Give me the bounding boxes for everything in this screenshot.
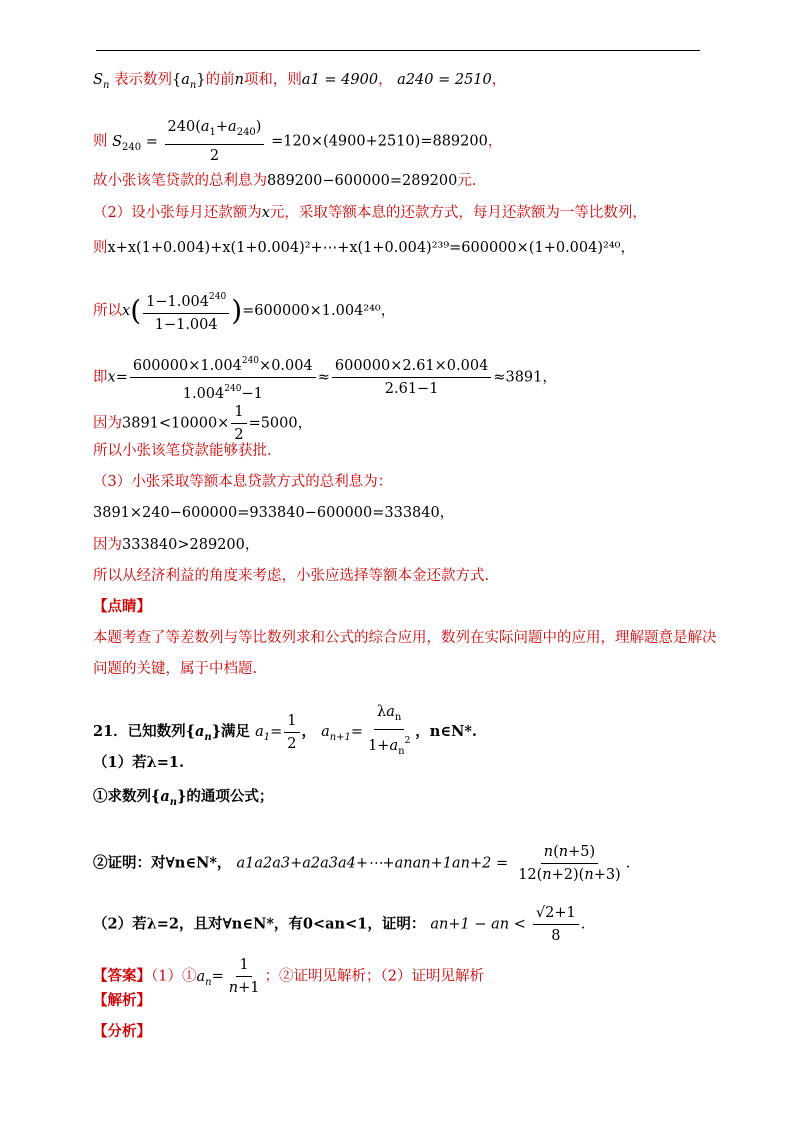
solution-line-10: （3）小张采取等额本息贷款方式的总利息为： (93, 474, 393, 490)
fenxi-tag: 【分析】 (93, 1023, 151, 1040)
solution-line-4: （2）设小张每月还款额为x元，采取等额本息的还款方式，每月还款额为一等比数列， (93, 205, 647, 221)
solution-line-11: 3891×240−600000=933840−600000=333840， (93, 505, 455, 521)
question-21: 21．已知数列$\{a_n\}$满足 $a_1=$ $\frac{1}{2}$ ， $a_{n+1}=$ $\frac{\lambda a_n}{1+a_n^2}$ ，n∈N*. (93, 704, 477, 757)
solution-line-7: 即x= $\frac{600000\times 1.004^{240}\times 0.004}{1.004^{240}-1}$ ≈ $\frac{600000\times 2.61\times 0.004}{2.61-1}$ ≈3891， (93, 352, 557, 403)
comment-title: 【点睛】 (93, 598, 151, 615)
comment-body-2: 问题的关键，属于中档题. (93, 661, 258, 677)
solution-line-3: 故小张该笔贷款的总利息为889200−600000=289200元. (93, 173, 477, 189)
solution-line-1: $S_n$ 表示数列$\{a_n\}$的前n项和，则a1 = 4900， a240 = 2510， (93, 72, 507, 91)
solution-line-5: 则x+x(1+0.004)+x(1+0.004)²+⋯+x(1+0.004)²³⁹=600000×(1+0.004)²⁴⁰， (93, 240, 635, 256)
solution-line-13: 所以从经济利益的角度来考虑，小张应选择等额本金还款方式. (93, 568, 490, 584)
fraction: $\frac{240(a_1+a_{240})}{2}$ (165, 118, 265, 165)
question-21-part2: （2）若λ=2，且对∀n∈N*，有0<an<1，证明： an+1 − an < $\frac{√2+1}{8}$ . (93, 905, 586, 944)
solution-line-12: 因为333840>289200， (93, 537, 260, 553)
question-21-part1b: ②证明：对∀n∈N*， a1a2a3+a2a3a4+⋯+anan+1an+2 = $\frac{n(n+5)}{12(n+2)(n+3)}$ . (93, 844, 631, 883)
header-rule (96, 50, 700, 51)
solution-line-6: 所以x( $\frac{1-1.004^{240}}{1-1.004}$ )=600000×1.004²⁴⁰， (93, 288, 395, 334)
comment-body-1: 本题考查了等差数列与等比数列求和公式的综合应用，数列在实际问题中的应用，理解题意是解决 (93, 630, 717, 646)
question-21-part1a: ①求数列$\{a_n\}$的通项公式； (93, 788, 274, 808)
solution-line-2: 则 $S_{240}$ = $\frac{240(a_1+a_{240})}{2}$ =120×(4900+2510)=889200， (93, 119, 503, 164)
analysis-tag: 【解析】 (93, 992, 151, 1009)
question-21-part1: （1）若λ=1. (93, 754, 185, 771)
answer-line: 【答案】$(1)①a_n=$ $\frac{1}{n+1}$ ；②证明见解析；（2）证明见解析 (93, 957, 484, 996)
solution-line-8: 因为3891<10000× $\frac{1}{2}$ =5000， (93, 404, 313, 443)
solution-line-9: 所以小张该笔贷款能够获批. (93, 443, 272, 459)
